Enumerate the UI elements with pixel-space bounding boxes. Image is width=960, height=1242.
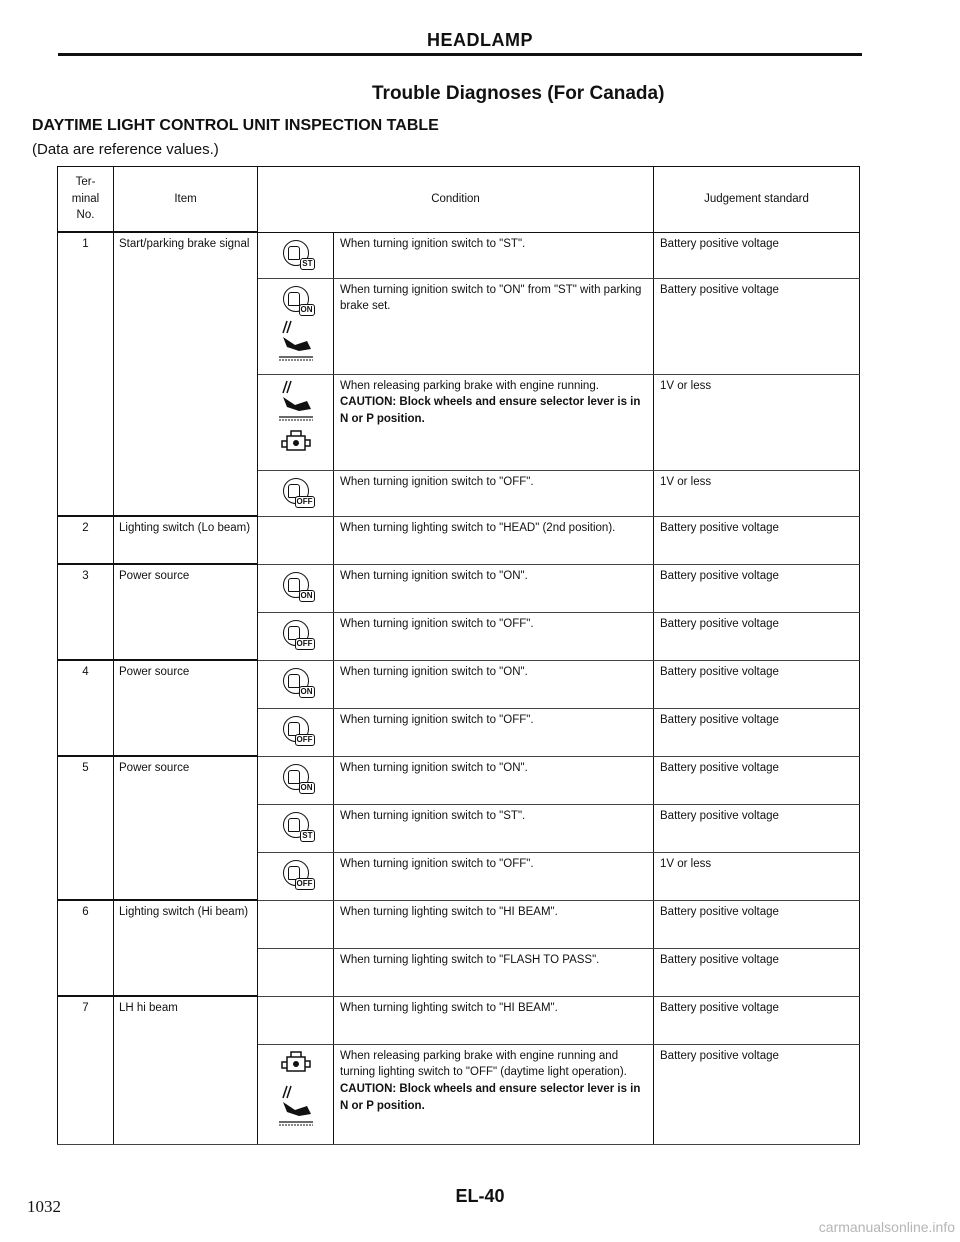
cell-judgement: Battery positive voltage	[654, 900, 860, 948]
cell-condition-icon	[258, 660, 334, 708]
cell-condition-icon	[258, 374, 334, 470]
cell-judgement: 1V or less	[654, 470, 860, 516]
cell-judgement: Battery positive voltage	[654, 612, 860, 660]
cell-terminal: 1	[58, 232, 114, 516]
cell-condition-icon	[258, 278, 334, 374]
table-header-row	[58, 167, 860, 233]
cell-condition: When turning ignition switch to "OFF".	[334, 852, 654, 900]
cell-judgement: Battery positive voltage	[654, 660, 860, 708]
cell-item: Start/parking brake signal	[114, 232, 258, 516]
cell-item: Power source	[114, 660, 258, 756]
cell-terminal: 6	[58, 900, 114, 996]
cell-condition: When turning lighting switch to "FLASH TO PASS".	[334, 948, 654, 996]
engine-running-icon	[279, 428, 313, 458]
page-number: EL-40	[455, 1186, 505, 1206]
cell-condition-icon	[258, 470, 334, 516]
cell-judgement: Battery positive voltage	[654, 996, 860, 1044]
ignition-on-icon: ON	[281, 762, 311, 792]
cell-judgement: Battery positive voltage	[654, 232, 860, 278]
ignition-on-icon: ON	[281, 666, 311, 696]
col-header-condition: Condition	[258, 167, 654, 233]
cell-item: Power source	[114, 564, 258, 660]
cell-item: Power source	[114, 756, 258, 900]
cell-judgement: Battery positive voltage	[654, 516, 860, 564]
cell-condition: When turning ignition switch to "ON".	[334, 756, 654, 804]
col-header-judgement: Judgement standard	[654, 167, 860, 233]
header-rule	[58, 53, 862, 56]
cell-condition-icon	[258, 232, 334, 278]
cell-condition-icon	[258, 804, 334, 852]
cell-item: Lighting switch (Lo beam)	[114, 516, 258, 564]
table-row	[58, 756, 860, 804]
cell-judgement: Battery positive voltage	[654, 278, 860, 374]
cell-terminal: 3	[58, 564, 114, 660]
cell-item: Lighting switch (Hi beam)	[114, 900, 258, 996]
caution-text: CAUTION: Block wheels and ensure selector lever is in N or P position.	[340, 1082, 641, 1112]
table-row	[58, 516, 860, 564]
cell-condition: When turning ignition switch to "ON".	[334, 660, 654, 708]
table-row	[58, 660, 860, 708]
col-header-item: Item	[114, 167, 258, 233]
cell-condition: When turning ignition switch to "OFF".	[334, 470, 654, 516]
engine-running-icon	[279, 1049, 313, 1079]
cell-judgement: Battery positive voltage	[654, 1044, 860, 1144]
cell-condition-icon	[258, 948, 334, 996]
cell-condition: When turning ignition switch to "ON".	[334, 564, 654, 612]
cell-condition: When turning lighting switch to "HI BEAM".	[334, 996, 654, 1044]
cell-judgement: Battery positive voltage	[654, 948, 860, 996]
cell-terminal: 2	[58, 516, 114, 564]
cell-judgement: Battery positive voltage	[654, 756, 860, 804]
table-row	[58, 996, 860, 1044]
caution-text: CAUTION: Block wheels and ensure selector lever is in N or P position.	[340, 396, 641, 425]
cell-judgement: Battery positive voltage	[654, 804, 860, 852]
parking-brake-icon	[277, 1084, 315, 1128]
cell-terminal: 5	[58, 756, 114, 900]
cell-condition-icon	[258, 612, 334, 660]
parking-brake-icon	[277, 319, 315, 363]
cell-condition-icon	[258, 900, 334, 948]
cell-condition: When turning ignition switch to "ST".	[334, 232, 654, 278]
cell-condition: When turning ignition switch to "ON" from "ST" with parking brake set.	[334, 278, 654, 374]
page-header-title: HEADLAMP	[427, 30, 533, 50]
table-row	[58, 900, 860, 948]
cell-condition-icon	[258, 852, 334, 900]
cell-item: LH hi beam	[114, 996, 258, 1144]
cell-condition-icon	[258, 708, 334, 756]
col-header-terminal: Ter-minal No.	[58, 167, 114, 233]
cell-condition: When releasing parking brake with engine running. CAUTION: Block wheels and ensure selector lever is in N or P position.	[334, 374, 654, 470]
cell-condition: When turning lighting switch to "HEAD" (2nd position).	[334, 516, 654, 564]
ignition-st-icon: ST	[281, 810, 311, 840]
cell-condition-icon	[258, 996, 334, 1044]
cell-condition: When turning ignition switch to "OFF".	[334, 612, 654, 660]
table-row	[58, 232, 860, 278]
cell-condition: When turning ignition switch to "ST".	[334, 804, 654, 852]
cell-condition: When releasing parking brake with engine running and turning lighting switch to "OFF" (daytime light operation). CAUTION: Block wheels and ensure selector lever is in N or P position.	[334, 1044, 654, 1144]
ignition-st-icon: ST	[281, 238, 311, 268]
cell-condition-icon	[258, 564, 334, 612]
cell-judgement: Battery positive voltage	[654, 708, 860, 756]
table-note: (Data are reference values.)	[32, 141, 219, 158]
ignition-off-icon: OFF	[281, 618, 311, 648]
section-title: Trouble Diagnoses (For Canada)	[372, 83, 665, 104]
cell-judgement: 1V or less	[654, 852, 860, 900]
watermark: carmanualsonline.info	[818, 1219, 955, 1235]
cell-condition-icon	[258, 1044, 334, 1144]
cell-condition-icon	[258, 756, 334, 804]
cell-condition: When turning ignition switch to "OFF".	[334, 708, 654, 756]
cell-judgement: 1V or less	[654, 374, 860, 470]
page-id: 1032	[27, 1197, 61, 1216]
cell-judgement: Battery positive voltage	[654, 564, 860, 612]
ignition-off-icon: OFF	[281, 714, 311, 744]
table-title: DAYTIME LIGHT CONTROL UNIT INSPECTION TABLE	[32, 117, 439, 134]
ignition-off-icon: OFF	[281, 476, 311, 506]
ignition-on-brake-set-icon: ON	[281, 284, 311, 314]
cell-terminal: 4	[58, 660, 114, 756]
table-row	[58, 564, 860, 612]
inspection-table	[57, 166, 860, 1145]
cell-condition: When turning lighting switch to "HI BEAM".	[334, 900, 654, 948]
ignition-on-icon: ON	[281, 570, 311, 600]
cell-condition-icon	[258, 516, 334, 564]
cell-terminal: 7	[58, 996, 114, 1144]
parking-brake-icon	[277, 379, 315, 423]
ignition-off-icon: OFF	[281, 858, 311, 888]
